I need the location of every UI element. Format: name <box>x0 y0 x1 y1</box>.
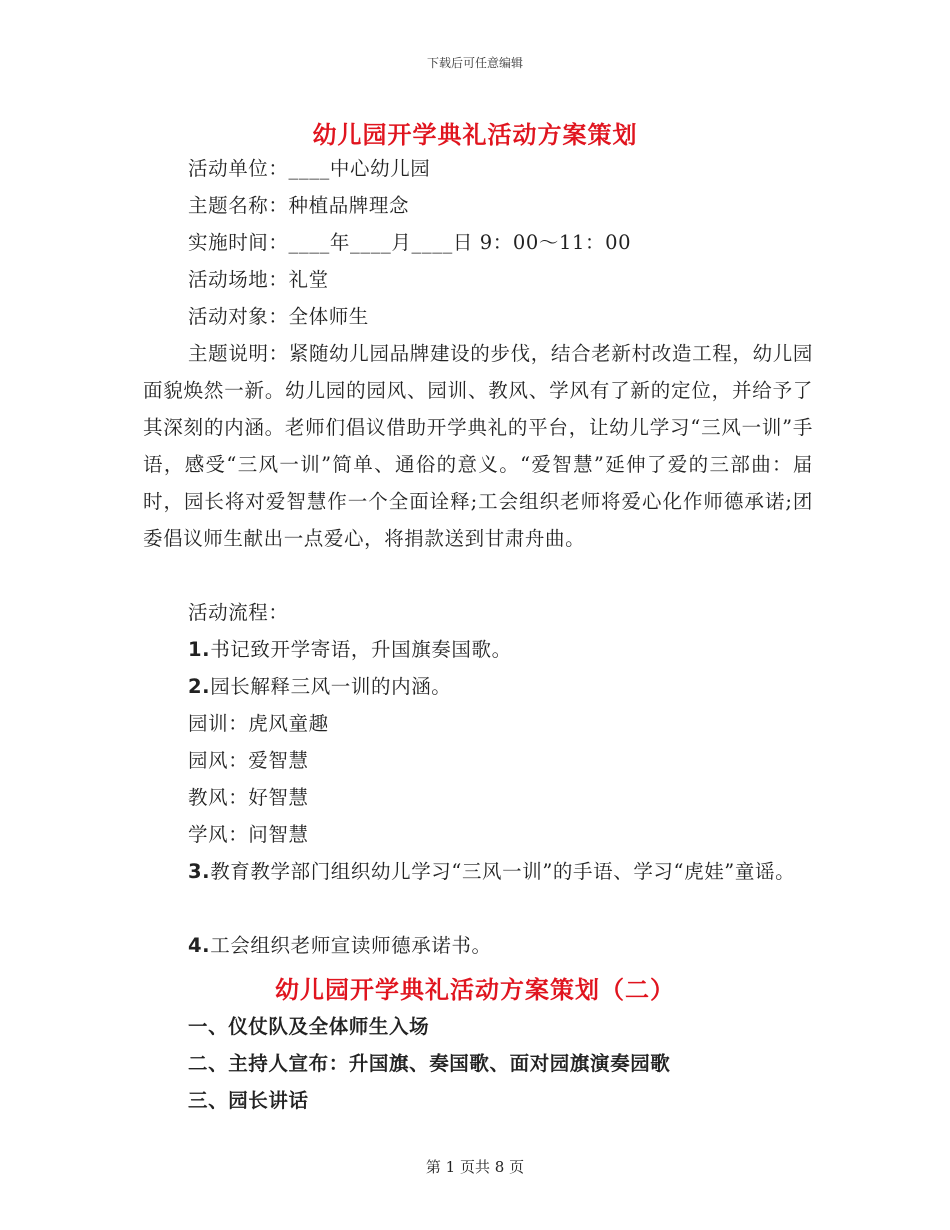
field-unit: 活动单位：____中心幼儿园 <box>188 157 431 180</box>
field-venue: 活动场地：礼堂 <box>188 268 329 291</box>
section-item-2: 二、主持人宣布：升国旗、奏国歌、面对园旗演奏园歌 <box>188 1052 671 1075</box>
step-3-number: 3. <box>188 860 211 883</box>
motto-yuanfeng: 园风：爱智慧 <box>188 749 309 772</box>
step-3-text: 教育教学部门组织幼儿学习“三风一训”的手语、学习“虎娃”童谣。 <box>210 860 796 883</box>
step-1 <box>188 631 868 668</box>
motto-xuefeng: 学风：问智慧 <box>188 823 309 846</box>
step-1-number: 1. <box>188 638 211 661</box>
process-label: 活动流程： <box>188 601 289 624</box>
step-3 <box>143 853 813 890</box>
motto-yuanxun: 园训：虎风童趣 <box>188 712 329 735</box>
field-audience: 活动对象：全体师生 <box>188 305 369 328</box>
step-1-text: 书记致开学寄语，升国旗奏国歌。 <box>210 638 512 661</box>
page-footer: 第 1 页共 8 页 <box>425 1158 525 1176</box>
motto-jiaofeng: 教风：好智慧 <box>188 786 309 809</box>
section-item-1: 一、仪仗队及全体师生入场 <box>188 1015 430 1038</box>
document-title: 幼儿园开学典礼活动方案策划 <box>312 120 638 149</box>
step-2 <box>188 668 868 705</box>
step-4-number: 4. <box>188 934 211 957</box>
step-2-number: 2. <box>188 675 211 698</box>
section-item-3: 三、园长讲话 <box>188 1089 309 1112</box>
step-2-text: 园长解释三风一训的内涵。 <box>210 675 452 698</box>
theme-paragraph: 主题说明：紧随幼儿园品牌建设的步伐，结合老新村改造工程，幼儿园面貌焕然一新。幼儿园的园风、园训、教风、学风有了新的定位，并给予了其深刻的内涵。老师们倡议借助开学典礼的平台，让幼儿学习“三风一训”手语，感受“三风一训”简单、通俗的意义。“爱智慧”延伸了爱的三部曲：届时，园长将对爱智慧作一个全面诠释;工会组织老师将爱心化作师德承诺;团委倡议师生献出一点爱心，将捐款送到甘肃舟曲。 <box>143 342 813 550</box>
section-title-2: 幼儿园开学典礼活动方案策划（二） <box>275 975 675 1004</box>
step-4 <box>188 927 868 964</box>
step-4-text: 工会组织老师宣读师德承诺书。 <box>210 934 492 957</box>
header-note: 下载后可任意编辑 <box>426 56 523 70</box>
field-time: 实施时间：____年____月____日 9：00～11：00 <box>188 231 632 254</box>
field-theme-name: 主题名称：种植品牌理念 <box>188 194 410 217</box>
